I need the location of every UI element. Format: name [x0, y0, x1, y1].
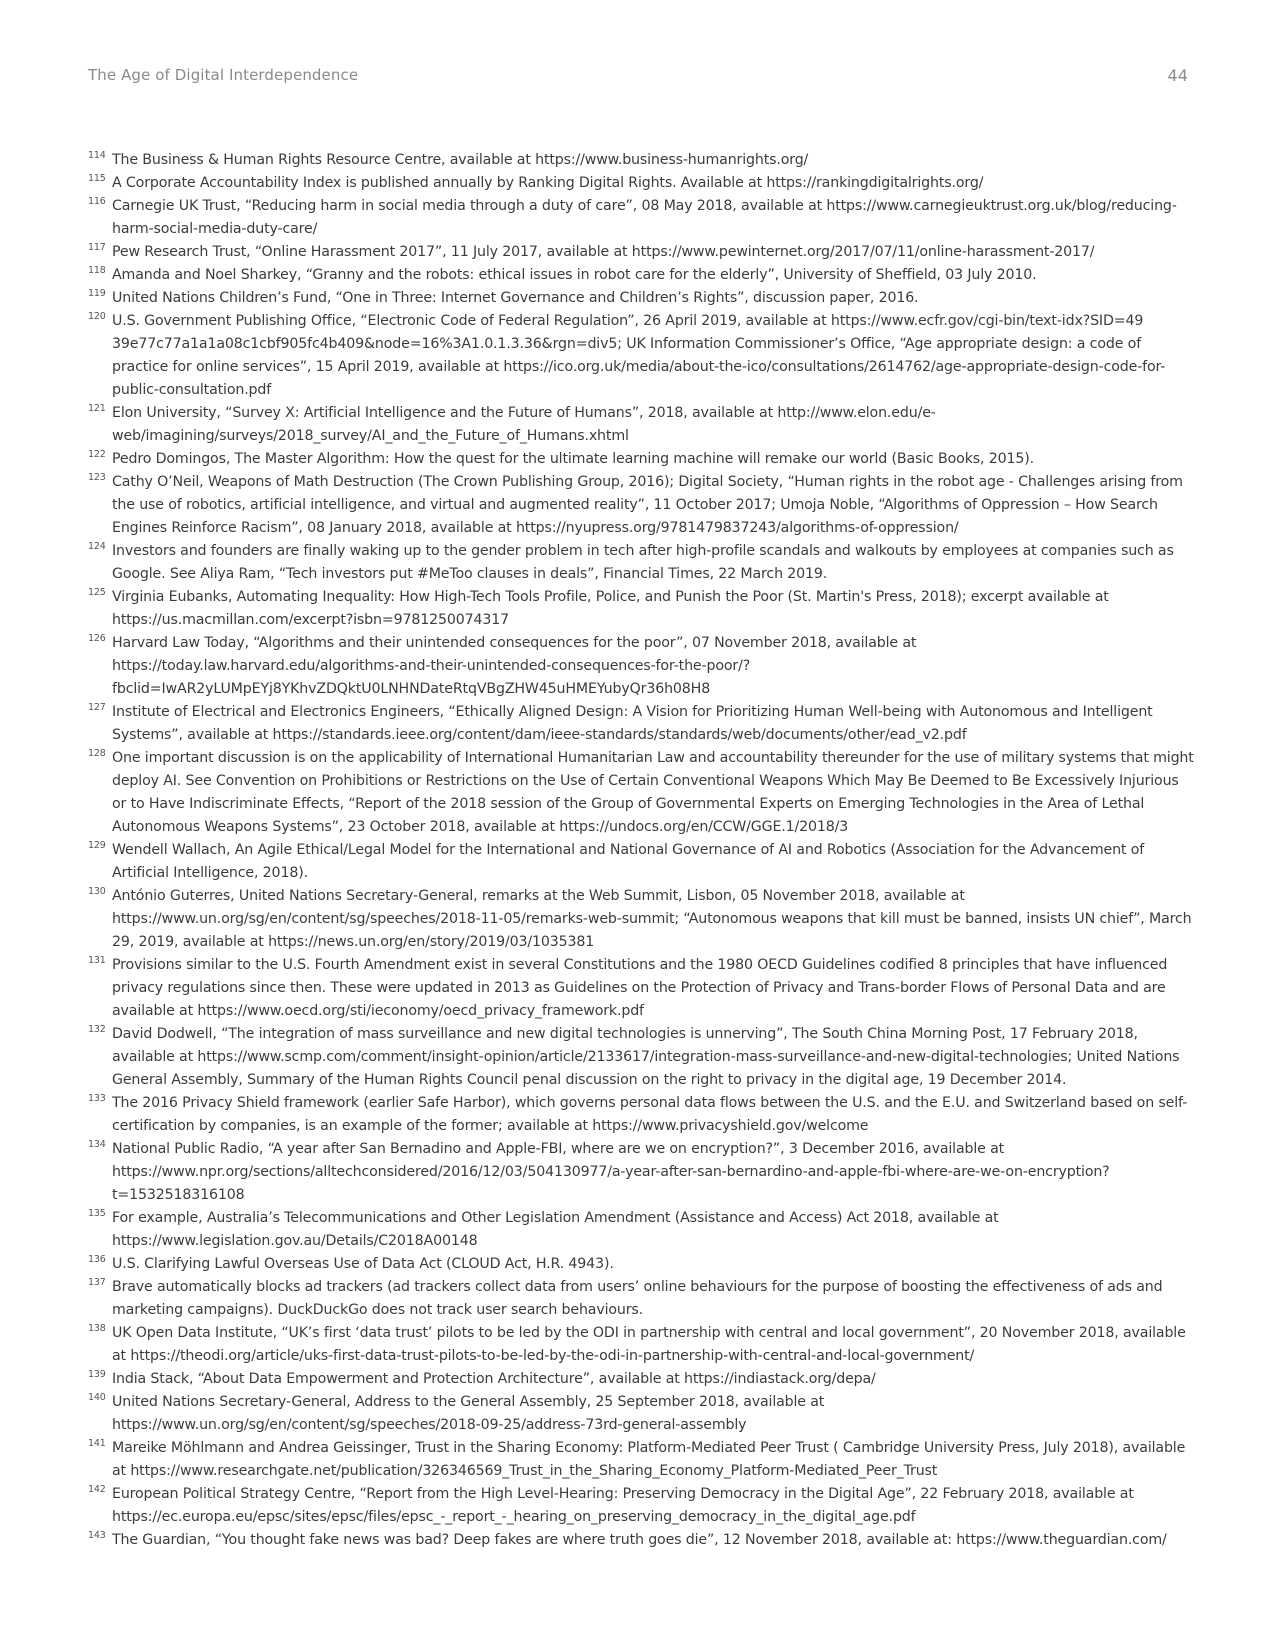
- footnote-number: 139: [88, 1369, 106, 1380]
- footnote-text: Wendell Wallach, An Agile Ethical/Legal Model for the International and National Governance of AI and Robotics (Association for the Advancement of Artificial Intelligence, 2018).: [112, 842, 1145, 881]
- footnote-number: 132: [88, 1024, 106, 1035]
- footnote-136: [88, 1253, 1196, 1276]
- document-title: The Age of Digital Interdependence: [88, 66, 359, 84]
- footnote-number: 137: [88, 1277, 106, 1288]
- footnote-139: [88, 1368, 1196, 1391]
- footnote-text: India Stack, “About Data Empowerment and Protection Architecture”, available at https://indiastack.org/depa/: [112, 1371, 876, 1387]
- footnote-text: U.S. Government Publishing Office, “Electronic Code of Federal Regulation”, 26 April 2019, available at https://www.ecfr.gov/cgi-bin/text-idx?SID=49 39e77c77a1a1a08c1cbf905fc4b409&node=16%3A1.0.1.3.36&rgn=div5; UK Information Commissioner’s Office, “Age appropriate design: a code of practice for online services”, 15 April 2019, available at https://ico.org.uk/media/about-the-ico/consultations/2614762/age-appropriate-design-code-for-public-consultation.pdf: [112, 313, 1166, 398]
- footnote-number: 115: [88, 173, 106, 184]
- footnote-text: Carnegie UK Trust, “Reducing harm in social media through a duty of care”, 08 May 2018, available at https://www.carnegieuktrust.org.uk/blog/reducing-harm-social-media-duty-care/: [112, 198, 1177, 237]
- footnote-text: David Dodwell, “The integration of mass surveillance and new digital technologies is unnerving”, The South China Morning Post, 17 February 2018, available at https://www.scmp.com/comment/insight-opinion/article/2133617/integration-mass-surveillance-and-new-digital-technologies; United Nations General Assembly, Summary of the Human Rights Council penal discussion on the right to privacy in the digital age, 19 December 2014.: [112, 1026, 1180, 1088]
- footnote-123: [88, 471, 1196, 540]
- footnote-text: National Public Radio, “A year after San Bernadino and Apple-FBI, where are we on encryption?”, 3 December 2016, available at https://www.npr.org/sections/alltechconsidered/2016/12/03/504130977/a-year-after-san-bernardino-and-apple-fbi-where-are-we-on-encryption?t=1532518316108: [112, 1141, 1110, 1203]
- footnote-122: [88, 448, 1196, 471]
- footnote-143: [88, 1529, 1196, 1552]
- footnote-128: [88, 747, 1196, 839]
- footnote-number: 117: [88, 242, 106, 253]
- footnote-text: Institute of Electrical and Electronics Engineers, “Ethically Aligned Design: A Vision for Prioritizing Human Well-being with Autonomous and Intelligent Systems”, available at https://standards.ieee.org/content/dam/ieee-standards/standards/web/documents/other/ead_v2.pdf: [112, 704, 1153, 743]
- footnote-text: Pedro Domingos, The Master Algorithm: How the quest for the ultimate learning machine will remake our world (Basic Books, 2015).: [112, 451, 1034, 467]
- footnote-number: 118: [88, 265, 106, 276]
- footnote-number: 121: [88, 403, 106, 414]
- footnote-list: [88, 149, 1196, 1552]
- footnote-number: 140: [88, 1392, 106, 1403]
- footnote-number: 134: [88, 1139, 106, 1150]
- footnote-138: [88, 1322, 1196, 1368]
- footnote-131: [88, 954, 1196, 1023]
- footnote-text: European Political Strategy Centre, “Report from the High Level-Hearing: Preserving Democracy in the Digital Age”, 22 February 2018, available at https://ec.europa.eu/epsc/sites/epsc/files/epsc_-_report_-_hearing_on_preserving_democracy_in_the_digital_age.pdf: [112, 1486, 1134, 1525]
- footnote-text: Provisions similar to the U.S. Fourth Amendment exist in several Constitutions and the 1980 OECD Guidelines codified 8 principles that have influenced privacy regulations since then. These were updated in 2013 as Guidelines on the Protection of Privacy and Trans-border Flows of Personal Data and are available at https://www.oecd.org/sti/ieconomy/oecd_privacy_framework.pdf: [112, 957, 1168, 1019]
- footnote-114: [88, 149, 1196, 172]
- footnote-116: [88, 195, 1196, 241]
- footnote-text: The Guardian, “You thought fake news was bad? Deep fakes are where truth goes die”, 12 November 2018, available at: https://www.theguardian.com/: [112, 1532, 1167, 1548]
- footnote-number: 114: [88, 150, 106, 161]
- footnote-number: 138: [88, 1323, 106, 1334]
- footnote-number: 130: [88, 886, 106, 897]
- footnote-125: [88, 586, 1196, 632]
- footnote-118: [88, 264, 1196, 287]
- footnote-number: 136: [88, 1254, 106, 1265]
- footnote-text: Harvard Law Today, “Algorithms and their unintended consequences for the poor”, 07 November 2018, available at https://today.law.harvard.edu/algorithms-and-their-unintended-consequences-for-the-poor/? fbclid=IwAR2yLUMpEYj8YKhvZDQktU0LNHNDateRtqVBgZHW45uHMEYubyQr36h08H8: [112, 635, 917, 697]
- footnote-number: 125: [88, 587, 106, 598]
- footnote-number: 122: [88, 449, 106, 460]
- footnote-number: 135: [88, 1208, 106, 1219]
- footnote-120: [88, 310, 1196, 402]
- running-header: [88, 66, 1188, 84]
- footnote-text: Brave automatically blocks ad trackers (ad trackers collect data from users’ online behaviours for the purpose of boosting the effectiveness of ads and marketing campaigns). DuckDuckGo does not track user search behaviours.: [112, 1279, 1163, 1318]
- footnote-text: United Nations Children’s Fund, “One in Three: Internet Governance and Children’s Rights”, discussion paper, 2016.: [112, 290, 919, 306]
- footnote-number: 133: [88, 1093, 106, 1104]
- footnote-text: For example, Australia’s Telecommunications and Other Legislation Amendment (Assistance and Access) Act 2018, available at https://www.legislation.gov.au/Details/C2018A00148: [112, 1210, 999, 1249]
- footnote-number: 126: [88, 633, 106, 644]
- footnote-141: [88, 1437, 1196, 1483]
- footnote-number: 142: [88, 1484, 106, 1495]
- footnote-number: 141: [88, 1438, 106, 1449]
- footnote-121: [88, 402, 1196, 448]
- footnote-129: [88, 839, 1196, 885]
- footnote-number: 120: [88, 311, 106, 322]
- footnote-number: 119: [88, 288, 106, 299]
- footnote-119: [88, 287, 1196, 310]
- footnote-text: The Business & Human Rights Resource Centre, available at https://www.business-humanrights.org/: [112, 152, 809, 168]
- footnote-text: UK Open Data Institute, “UK’s first ‘data trust’ pilots to be led by the ODI in partnership with central and local government”, 20 November 2018, available at https://theodi.org/article/uks-first-data-trust-pilots-to-be-led-by-the-odi-in-partnership-with-central-and-local-government/: [112, 1325, 1186, 1364]
- footnote-text: United Nations Secretary-General, Address to the General Assembly, 25 September 2018, available at https://www.un.org/sg/en/content/sg/speeches/2018-09-25/address-73rd-general-assembly: [112, 1394, 825, 1433]
- footnote-text: Pew Research Trust, “Online Harassment 2017”, 11 July 2017, available at https://www.pewinternet.org/2017/07/11/online-harassment-2017/: [112, 244, 1095, 260]
- footnote-127: [88, 701, 1196, 747]
- footnote-number: 131: [88, 955, 106, 966]
- footnote-134: [88, 1138, 1196, 1207]
- footnote-number: 116: [88, 196, 106, 207]
- footnote-number: 143: [88, 1530, 106, 1541]
- footnote-text: António Guterres, United Nations Secretary-General, remarks at the Web Summit, Lisbon, 05 November 2018, available at https://www.un.org/sg/en/content/sg/speeches/2018-11-05/remarks-web-summit; “Autonomous weapons that kill must be banned, insists UN chief”, March 29, 2019, available at https://news.un.org/en/story/2019/03/1035381: [112, 888, 1192, 950]
- page-number: 44: [1167, 66, 1188, 85]
- footnote-text: Cathy O’Neil, Weapons of Math Destruction (The Crown Publishing Group, 2016); Digital Society, “Human rights in the robot age - Challenges arising from the use of robotics, artificial intelligence, and virtual and augmented reality”, 11 October 2017; Umoja Noble, “Algorithms of Oppression – How Search Engines Reinforce Racism”, 08 January 2018, available at https://nyupress.org/9781479837243/algorithms-of-oppression/: [112, 474, 1183, 536]
- footnote-124: [88, 540, 1196, 586]
- footnote-text: One important discussion is on the applicability of International Humanitarian Law and accountability thereunder for the use of military systems that might deploy AI. See Convention on Prohibitions or Restrictions on the Use of Certain Conventional Weapons Which May Be Deemed to Be Excessively Injurious or to Have Indiscriminate Effects, “Report of the 2018 session of the Group of Governmental Experts on Emerging Technologies in the Area of Lethal Autonomous Weapons Systems”, 23 October 2018, available at https://undocs.org/en/CCW/GGE.1/2018/3: [112, 750, 1194, 835]
- footnote-126: [88, 632, 1196, 701]
- footnote-text: The 2016 Privacy Shield framework (earlier Safe Harbor), which governs personal data flows between the U.S. and the E.U. and Switzerland based on self-certification by companies, is an example of the former; available at https://www.privacyshield.gov/welcome: [112, 1095, 1188, 1134]
- footnote-text: U.S. Clarifying Lawful Overseas Use of Data Act (CLOUD Act, H.R. 4943).: [112, 1256, 614, 1272]
- footnote-115: [88, 172, 1196, 195]
- footnote-text: Mareike Möhlmann and Andrea Geissinger, Trust in the Sharing Economy: Platform-Mediated Peer Trust ( Cambridge University Press, July 2018), available at https://www.researchgate.net/publication/326346569_Trust_in_the_Sharing_Economy_Platform-Mediated_Peer_Trust: [112, 1440, 1186, 1479]
- footnote-number: 127: [88, 702, 106, 713]
- footnote-130: [88, 885, 1196, 954]
- footnote-number: 129: [88, 840, 106, 851]
- footnote-text: Investors and founders are finally waking up to the gender problem in tech after high-profile scandals and walkouts by employees at companies such as Google. See Aliya Ram, “Tech investors put #MeToo clauses in deals”, Financial Times, 22 March 2019.: [112, 543, 1174, 582]
- footnote-number: 124: [88, 541, 106, 552]
- footnote-137: [88, 1276, 1196, 1322]
- footnote-135: [88, 1207, 1196, 1253]
- footnote-text: Amanda and Noel Sharkey, “Granny and the robots: ethical issues in robot care for the elderly”, University of Sheffield, 03 July 2010.: [112, 267, 1037, 283]
- footnote-number: 123: [88, 472, 106, 483]
- footnote-140: [88, 1391, 1196, 1437]
- footnote-133: [88, 1092, 1196, 1138]
- footnote-text: Elon University, “Survey X: Artificial Intelligence and the Future of Humans”, 2018, available at http://www.elon.edu/e-web/imagining/surveys/2018_survey/AI_and_the_Future_of_Humans.xhtml: [112, 405, 936, 444]
- footnote-117: [88, 241, 1196, 264]
- footnote-text: A Corporate Accountability Index is published annually by Ranking Digital Rights. Available at https://rankingdigitalrights.org/: [112, 175, 984, 191]
- footnote-132: [88, 1023, 1196, 1092]
- footnote-142: [88, 1483, 1196, 1529]
- footnote-number: 128: [88, 748, 106, 759]
- footnote-text: Virginia Eubanks, Automating Inequality: How High-Tech Tools Profile, Police, and Punish the Poor (St. Martin's Press, 2018); excerpt available at https://us.macmillan.com/excerpt?isbn=9781250074317: [112, 589, 1109, 628]
